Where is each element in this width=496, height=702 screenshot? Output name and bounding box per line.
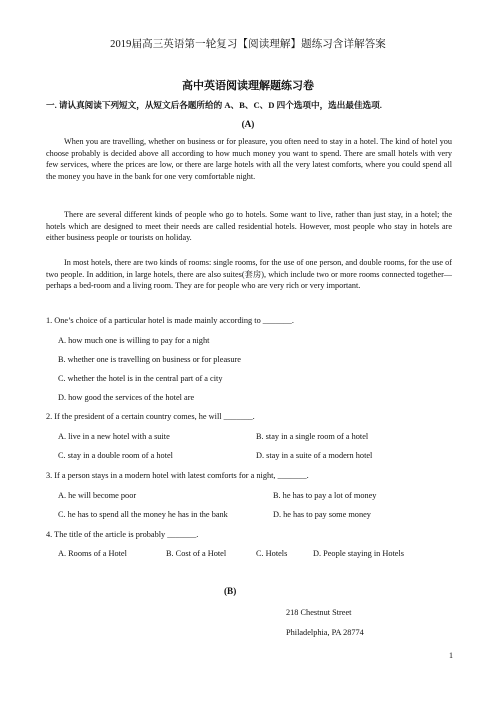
question-3-option-c: C. he has to spend all the money he has in the bank — [58, 510, 228, 519]
question-4-option-d: D. People staying in Hotels — [313, 549, 405, 558]
section-instruction: 一. 请认真阅读下列短文，从短文后各题所给的 A、B、C、D 四个选项中，选出最佳选项. — [46, 100, 382, 110]
passage-b-label: (B) — [224, 586, 237, 596]
question-4: 4. The title of the article is probably _______. — [46, 530, 199, 539]
question-2-option-a: A. live in a new hotel with a suite — [58, 432, 170, 441]
passage-a-label: (A) — [241, 119, 255, 129]
question-2: 2. If the president of a certain country comes, he will _______. — [46, 412, 255, 421]
question-1-option-a: A. how much one is willing to pay for a night — [58, 336, 210, 345]
question-1-option-c: C. whether the hotel is in the central part of a city — [58, 374, 223, 383]
question-1: 1. One’s choice of a particular hotel is made mainly according to _______. — [46, 316, 294, 325]
question-3-option-d: D. he has to pay some money — [273, 510, 371, 519]
question-3-option-b: B. he has to pay a lot of money — [273, 491, 377, 500]
passage-a-paragraph-3: In most hotels, there are two kinds of rooms: single rooms, for the use of one person, and double rooms, for the use of two people. In addition, in large hotels, there are also suites(套房), which include two or more rooms connected together—perhaps a bed-room and a living room. They are for people who are very rich or very important. — [46, 258, 452, 291]
question-1-option-b: B. whether one is travelling on business or for pleasure — [58, 355, 241, 364]
question-1-option-d: D. how good the services of the hotel are — [58, 393, 195, 402]
question-3-option-a: A. he will become poor — [58, 491, 137, 500]
address-line-1: 218 Chestnut Street — [286, 608, 352, 617]
document-title: 高中英语阅读理解题练习卷 — [182, 80, 314, 92]
question-4-option-c: C. Hotels — [256, 549, 288, 558]
page-number: 1 — [449, 651, 453, 660]
question-2-option-b: B. stay in a single room of a hotel — [256, 432, 369, 441]
address-line-2: Philadelphia, PA 28774 — [286, 628, 364, 637]
question-3: 3. If a person stays in a modern hotel with latest comforts for a night, _______. — [46, 471, 309, 480]
passage-a-paragraph-1: When you are travelling, whether on business or for pleasure, you often need to stay in a hotel. The kind of hotel you choose probably is decided above all according to how much money you want to spend. There are small hotels with very few services, where the prices are low, or there are large hotels with all the very latest comforts, where you could spend all the money you have in the bank for one very comfortable night. — [46, 137, 452, 181]
question-4-option-a: A. Rooms of a Hotel — [58, 549, 127, 558]
question-4-option-b: B. Cost of a Hotel — [166, 549, 227, 558]
question-2-option-d: D. stay in a suite of a modern hotel — [256, 451, 373, 460]
page-header: 2019届高三英语第一轮复习【阅读理解】题练习含详解答案 — [110, 39, 386, 50]
question-2-option-c: C. stay in a double room of a hotel — [58, 451, 173, 460]
passage-a-paragraph-2: There are several different kinds of people who go to hotels. Some want to live, rather than just stay, in a hotel; the hotels which are designed to meet their needs are called residential hotels. However, most people who stay in hotels are either business people or tourists on holiday. — [46, 210, 452, 243]
